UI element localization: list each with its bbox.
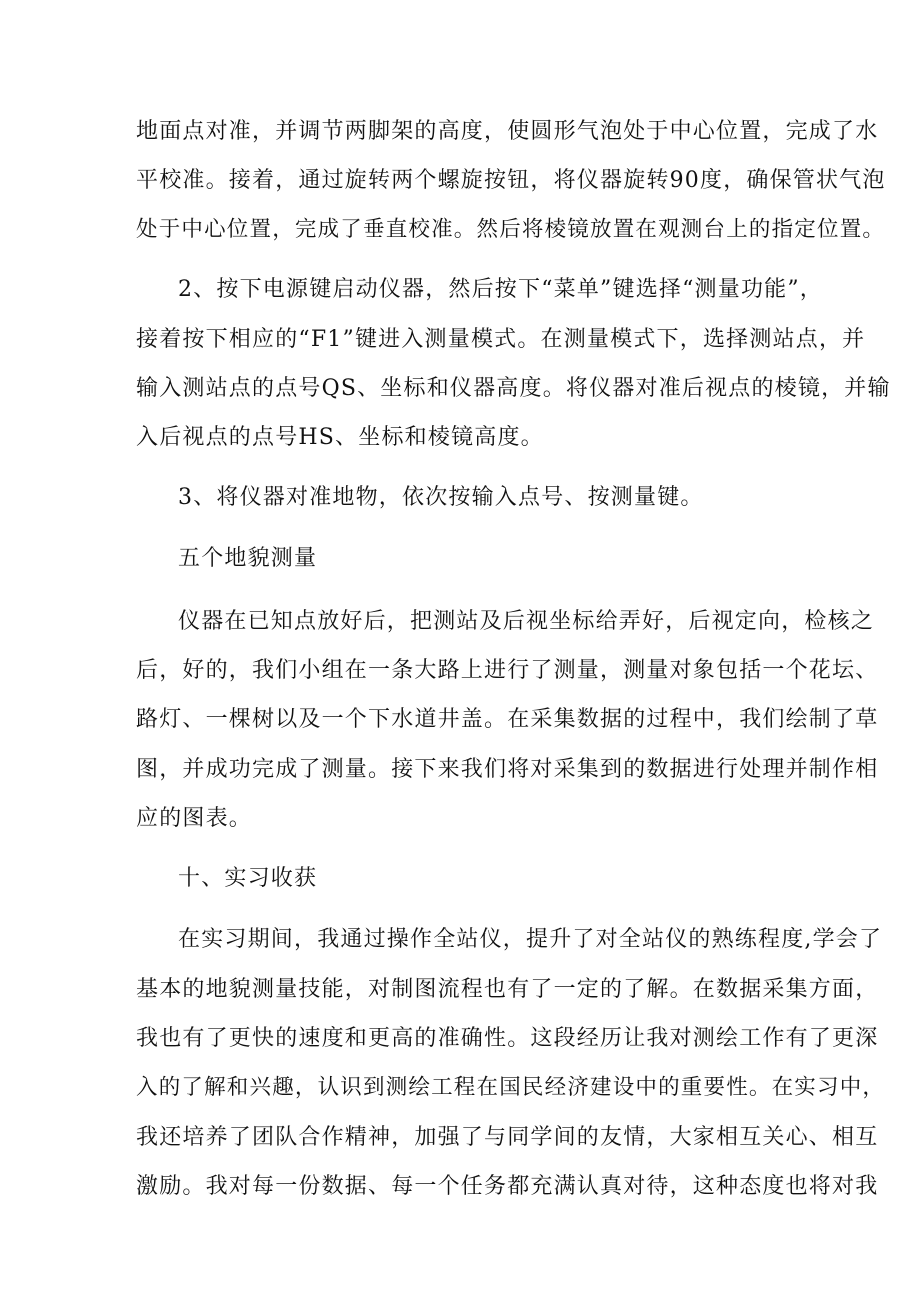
paragraph-line: 入的了解和兴趣，认识到测绘工程在国民经济建设中的重要性。在实习中， xyxy=(136,1075,886,1100)
paragraph-line: 我还培养了团队合作精神，加强了与同学间的友情，大家相互关心、相互 xyxy=(136,1125,879,1150)
section-heading: 十、实习收获 xyxy=(178,866,318,891)
section-heading: 五个地貌测量 xyxy=(178,546,318,571)
paragraph-line: 输入测站点的点号QS、坐标和仪器高度。将仪器对准后视点的棱镜，并输 xyxy=(136,376,891,401)
paragraph-line: 入后视点的点号HS、坐标和棱镜高度。 xyxy=(136,425,544,450)
step-2-line: 2、按下电源键启动仪器，然后按下“菜单”键选择“测量功能”， xyxy=(178,277,823,302)
step-3-line: 3、将仪器对准地物，依次按输入点号、按测量键。 xyxy=(178,485,704,510)
paragraph-line: 处于中心位置，完成了垂直校准。然后将棱镜放置在观测台上的指定位置。 xyxy=(136,217,886,242)
paragraph-line: 基本的地貌测量技能，对制图流程也有了一定的了解。在数据采集方面， xyxy=(136,977,879,1002)
paragraph-line: 应的图表。 xyxy=(136,806,253,831)
paragraph-line: 路灯、一棵树以及一个下水道井盖。在采集数据的过程中，我们绘制了草 xyxy=(136,707,879,732)
paragraph-line: 我也有了更快的速度和更高的准确性。这段经历让我对测绘工作有了更深 xyxy=(136,1026,879,1051)
paragraph-line: 仪器在已知点放好后，把测站及后视坐标给弄好，后视定向，检核之 xyxy=(178,609,875,634)
paragraph-line: 在实习期间，我通过操作全站仪，提升了对全站仪的熟练程度,学会了 xyxy=(178,927,883,952)
paragraph-line: 后，好的，我们小组在一条大路上进行了测量，测量对象包括一个花坛、 xyxy=(136,658,879,683)
paragraph-line: 地面点对准，并调节两脚架的高度，使圆形气泡处于中心位置，完成了水 xyxy=(136,119,879,144)
paragraph-line: 平校准。接着，通过旋转两个螺旋按钮，将仪器旋转90度，确保管状气泡 xyxy=(136,168,886,193)
paragraph-line: 图，并成功完成了测量。接下来我们将对采集到的数据进行处理并制作相 xyxy=(136,757,879,782)
paragraph-line: 接着按下相应的“F1”键进入测量模式。在测量模式下，选择测站点，并 xyxy=(136,327,866,352)
paragraph-line: 激励。我对每一份数据、每一个任务都充满认真对待，这种态度也将对我 xyxy=(136,1174,879,1199)
